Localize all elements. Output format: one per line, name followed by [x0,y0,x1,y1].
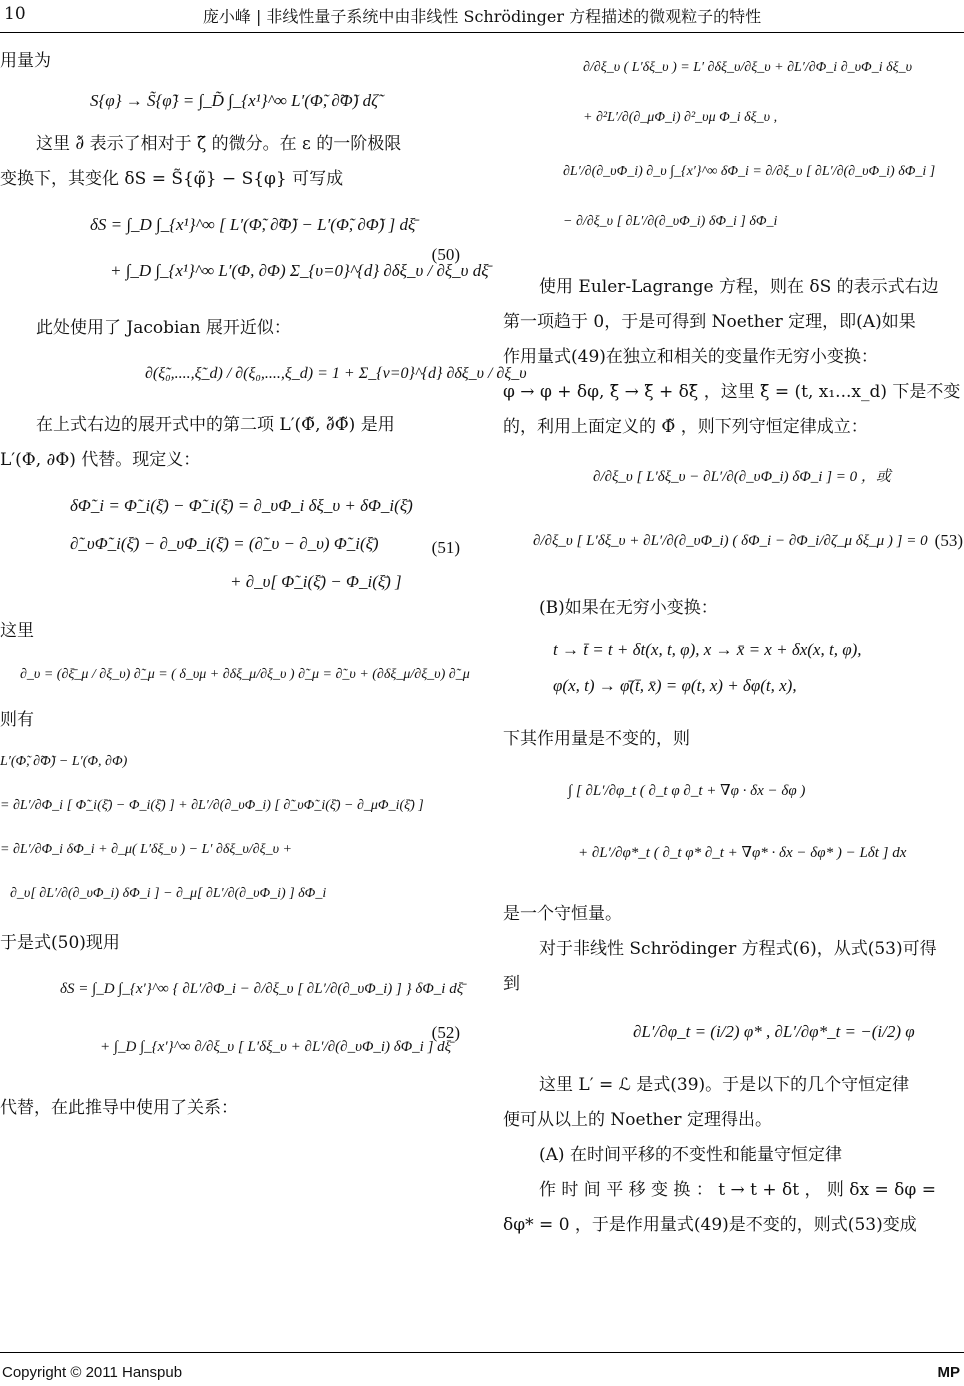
copyright-notice: Copyright © 2011 Hanspub [2,1364,183,1381]
equation-line: + ∂²L′/∂(∂_μΦ_i) ∂²_υμ Φ_i δξ_υ , [583,110,778,125]
paragraph: 于是式(50)现用 [0,933,120,953]
paragraph: 作 时 间 平 移 变 换 ： t → t + δt ， 则 δx = δφ = [539,1180,936,1200]
equation-line: φ(x, t) → φ̄(t̄, x̄) = φ(t, x) + δφ(t, x), [553,676,797,695]
journal-code: MP [937,1364,960,1381]
equation-line: δS = ∫_D ∫_{x′}^∞ { ∂L′/∂Φ_i − ∂/∂ξ_υ [ ∂L′/∂(∂_υΦ_i) ] } δΦ_i dξ̄ [60,981,464,997]
page-header [0,0,964,34]
paragraph: 则有 [0,710,34,730]
equation-line: + ∂L′/∂φ*_t ( ∂_t φ* ∂_t + ∇φ* · δx − δφ* ) − Lδt ] dx [578,845,907,861]
paragraph: 这里 [0,621,34,641]
equation-line: = ∂L′/∂Φ_i δΦ_i + ∂_μ( L′δξ_υ ) − L′ ∂δξ_υ/∂ξ_υ + [0,842,292,857]
equation-52 [0,975,464,1085]
paragraph: 这里 ∂̃ 表示了相对于 ζ̃ 的微分。在 ε 的一阶极限 [36,134,402,154]
page-number: 10 [4,4,26,24]
page-footer [0,1352,964,1386]
right-column [503,44,963,1243]
equation-53 [503,463,963,579]
paragraph: 作用量式(49)在独立和相关的变量作无穷小变换： [503,347,878,367]
equation-relations [503,54,963,236]
equation-line: t → t̄ = t + δt(x, t, φ), x → x̄ = x + δx(x, t, φ), [553,640,862,659]
equation-line: ∫ [ ∂L′/∂φ_t ( ∂_t φ ∂_t + ∇φ · δx − δφ ) [568,783,806,799]
paragraph: φ → φ + δφ, ξ̄ → ξ̄ + δξ̄ ，这里 ξ̄ = (t, x₁...x_d) 下是不变 [503,382,961,402]
footer-rule [0,1352,964,1353]
paragraph: 这里 L′ = ℒ 是式(39)。于是以下的几个守恒定律 [539,1075,910,1095]
equation-line: ∂/∂ξ_υ ( L′δξ_υ ) = L′ ∂δξ_υ/∂ξ_υ + ∂L′/∂Φ_i ∂_υΦ_i δξ_υ [583,60,913,75]
equation-line: ∂_υ[ ∂L′/∂(∂_υΦ_i) δΦ_i ] − ∂_μ[ ∂L′/∂(∂_υΦ_i) ] δΦ_i [10,886,327,901]
equation-50 [0,211,489,299]
equation-jacobian: ∂(ξ̃₀,....,ξ̃_d) / ∂(ξ₀,....,ξ_d) = 1 + Σ_{ν=0}^{d} ∂δξ_υ / ∂ξ_υ [145,365,527,382]
equation-number: (51) [431,538,460,557]
paragraph: 是一个守恒量。 [503,904,622,924]
equation-nls-momenta: ∂L′/∂φ_t = (i/2) φ* , ∂L′/∂φ*_t = −(i/2) φ [633,1022,915,1041]
equation-line: δΦ̃_i = Φ̃_i(ξ̄) − Φ̃_i(ξ̄) = ∂_υΦ_i δξ_υ + δΦ_i(ξ̄) [70,496,413,515]
paragraph: 代替，在此推导中使用了关系： [0,1098,238,1118]
equation-51 [0,492,460,604]
equation-transform [503,636,963,700]
equation-number: (50) [431,245,460,264]
paragraph: 便可从以上的 Noether 定理得出。 [503,1110,772,1130]
equation-line: = ∂L′/∂Φ_i [ Φ̃_i(ξ̄) − Φ_i(ξ̄) ] + ∂L′/∂(∂_υΦ_i) [ ∂̃_υΦ̃_i(ξ̄) − ∂_μΦ_i(ξ̄) ] [0,798,424,813]
section-heading: (A) 在时间平移的不变性和能量守恒定律 [539,1145,842,1165]
paragraph: 下其作用量是不变的，则 [503,729,690,749]
equation-line: L′(Φ̃, ∂̃Φ̃) − L′(Φ, ∂Φ) [0,754,128,769]
left-column [0,44,527,1126]
equation-line: ∂L′/∂(∂_υΦ_i) ∂_υ ∫_{x′}^∞ δΦ_i = ∂/∂ξ_υ [ ∂L′/∂(∂_υΦ_i) δΦ_i ] [563,164,936,179]
equation-lagrangian-difference [0,748,460,908]
equation-line: ∂/∂ξ_υ [ L′δξ_υ − ∂L′/∂(∂_υΦ_i) δΦ_i ] = 0 ，或 [593,469,891,485]
equation-line: − ∂/∂ξ_υ [ ∂L′/∂(∂_υΦ_i) δΦ_i ] δΦ_i [563,214,778,229]
paragraph: (B)如果在无穷小变换： [539,598,718,618]
paragraph: 此处使用了 Jacobian 展开近似： [36,318,291,338]
paragraph: 变换下，其变化 δS = S̃{φ̃} − S{φ} 可写成 [0,169,344,189]
equation-conserved-integral [503,777,963,867]
equation-derivative: ∂_υ = (∂ξ̄_μ / ∂ξ_υ) ∂̃_μ = ( δ_υμ + ∂δξ_μ/∂ξ_υ ) ∂̃_μ = ∂̃_υ + (∂δξ_μ/∂ξ_υ) ∂̃_μ [20,667,470,682]
equation-line: + ∂_υ[ Φ̃_i(ξ̄) − Φ_i(ξ̄) ] [230,572,402,591]
paragraph: L′(Φ, ∂Φ) 代替。现定义： [0,450,201,470]
paragraph: δφ* = 0 ，于是作用量式(49)是不变的，则式(53)变成 [503,1215,917,1235]
equation-number: (52) [431,1023,460,1042]
header-rule [0,32,964,33]
paragraph: 的，利用上面定义的 Φ̃ ，则下列守恒定律成立： [503,417,868,437]
equation-line: ∂̃_υΦ̃_i(ξ̄) − ∂_υΦ_i(ξ̄) = (∂̃_υ − ∂_υ) Φ̃_i(ξ̄) [70,534,379,553]
equation-line: + ∫_D ∫_{x¹}^∞ L′(Φ, ∂Φ) Σ_{υ=0}^{d} ∂δξ_υ / ∂ξ_υ dξ̄ [110,261,489,280]
equation-line: ∂/∂ξ_υ [ L′δξ_υ + ∂L′/∂(∂_υΦ_i) ( δΦ_i − ∂Φ_i/∂ζ_μ δξ_μ ) ] = 0 [533,533,928,549]
equation-line: δS = ∫_D ∫_{x¹}^∞ [ L′(Φ̃, ∂̃Φ̃) − L′(Φ̃, ∂Φ̃) ] dξ̄ [90,215,416,234]
equation-line: + ∫_D ∫_{x′}^∞ ∂/∂ξ_υ [ L′δξ_υ + ∂L′/∂(∂_υΦ_i) δΦ_i ] dξ̄ [100,1039,452,1055]
paragraph: 到 [503,974,520,994]
paragraph: 第一项趋于 0，于是可得到 Noether 定理，即(A)如果 [503,312,916,332]
paragraph: 在上式右边的展开式中的第二项 L′(Φ̃, ∂̃Φ̃) 是用 [36,415,395,435]
paragraph: 对于非线性 Schrödinger 方程式(6)，从式(53)可得 [539,939,937,959]
running-title: 庞小峰 | 非线性量子系统中由非线性 Schrödinger 方程描述的微观粒子的特性 [202,7,762,26]
paragraph: 使用 Euler-Lagrange 方程，则在 δS 的表示式右边 [539,277,939,297]
paragraph: 用量为 [0,51,51,71]
equation-action: S{φ} → S̃{φ̃} = ∫_D̃ ∫_{x¹}^∞ L′(Φ̃, ∂̃Φ̃) dζ̃ [90,91,379,110]
equation-number: (53) [934,531,963,550]
